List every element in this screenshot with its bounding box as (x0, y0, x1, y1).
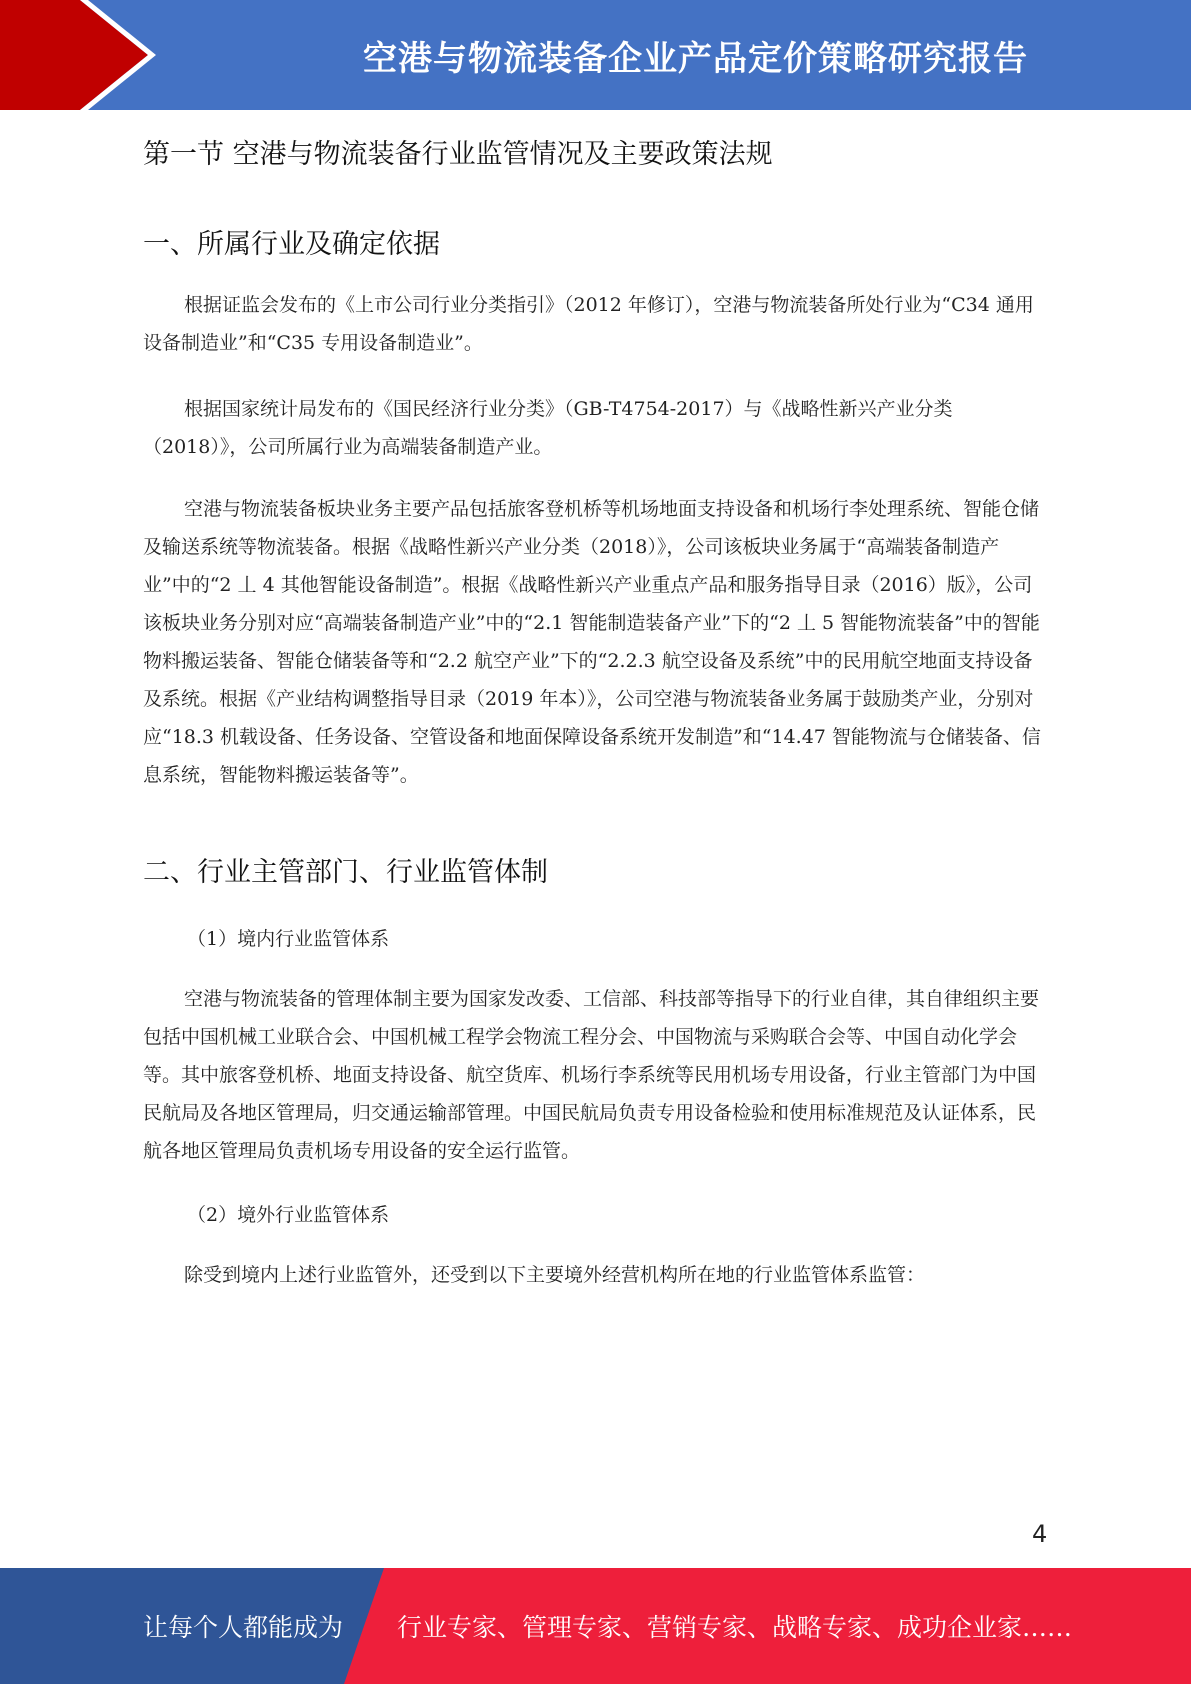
footer-slogan-right: 行业专家、管理专家、营销专家、战略专家、成功企业家…… (397, 1613, 1073, 1642)
subheading-overseas: （2）境外行业监管体系 (187, 1204, 390, 1226)
heading-regulation: 二、行业主管部门、行业监管体制 (143, 857, 548, 888)
footer-slogan-left: 让每个人都能成为 (143, 1613, 344, 1642)
heading-industry-basis: 一、所属行业及确定依据 (143, 229, 440, 260)
subheading-domestic: （1）境内行业监管体系 (187, 928, 390, 950)
paragraph-overseas: 除受到境内上述行业监管外，还受到以下主要境外经营机构所在地的行业监管体系监管： (184, 1264, 926, 1286)
page-header (0, 0, 1191, 110)
paragraph-products: 空港与物流装备板块业务主要产品包括旅客登机桥等机场地面支持设备和机场行李处理系统、智能仓储及输送系统等物流装备。根据《战略性新兴产业分类（2018）》，公司该板块业务属于“高端装备制造产业”中的“2 丄 4 其他智能设备制造”。根据《战略性新兴产业重点产品和服务指导目录（2016）版》，公司该板块业务分别对应“高端装备制造产业”中的“2.1 智能制造装备产业”下的“2 丄 5 智能物流装备”中的智能物料搬运装备、智能仓储装备等和“2.2 航空产业”下的“2.2.3 航空设备及系统”中的民用航空地面支持设备及系统。根据《产业结构调整指导目录（2019 年本）》，公司空港与物流装备业务属于鼓励类产业，分别对应“18.3 机载设备、任务设备、空管设备和地面保障设备系统开发制造”和“14.47 智能物流与仓储装备、信息系统，智能物料搬运装备等”。 (143, 498, 1041, 786)
page-number: 4 (1032, 1520, 1048, 1548)
page-footer (0, 1568, 1191, 1684)
section-title: 第一节 空港与物流装备行业监管情况及主要政策法规 (143, 139, 773, 170)
paragraph-nbs: 根据国家统计局发布的《国民经济行业分类》（GB-T4754-2017）与《战略性新兴产业分类（2018）》，公司所属行业为高端装备制造产业。 (143, 398, 953, 458)
paragraph-csrc: 根据证监会发布的《上市公司行业分类指引》（2012 年修订），空港与物流装备所处行业为“C34 通用设备制造业”和“C35 专用设备制造业”。 (143, 294, 1034, 354)
header-title: 空港与物流装备企业产品定价策略研究报告 (363, 38, 1028, 79)
paragraph-domestic: 空港与物流装备的管理体制主要为国家发改委、工信部、科技部等指导下的行业自律，其自律组织主要包括中国机械工业联合会、中国机械工程学会物流工程分会、中国物流与采购联合会等、中国自动化学会等。其中旅客登机桥、地面支持设备、航空货库、机场行李系统等民用机场专用设备，行业主管部门为中国民航局及各地区管理局，归交通运输部管理。中国民航局负责专用设备检验和使用标准规范及认证体系，民航各地区管理局负责机场专用设备的安全运行监管。 (143, 988, 1040, 1162)
